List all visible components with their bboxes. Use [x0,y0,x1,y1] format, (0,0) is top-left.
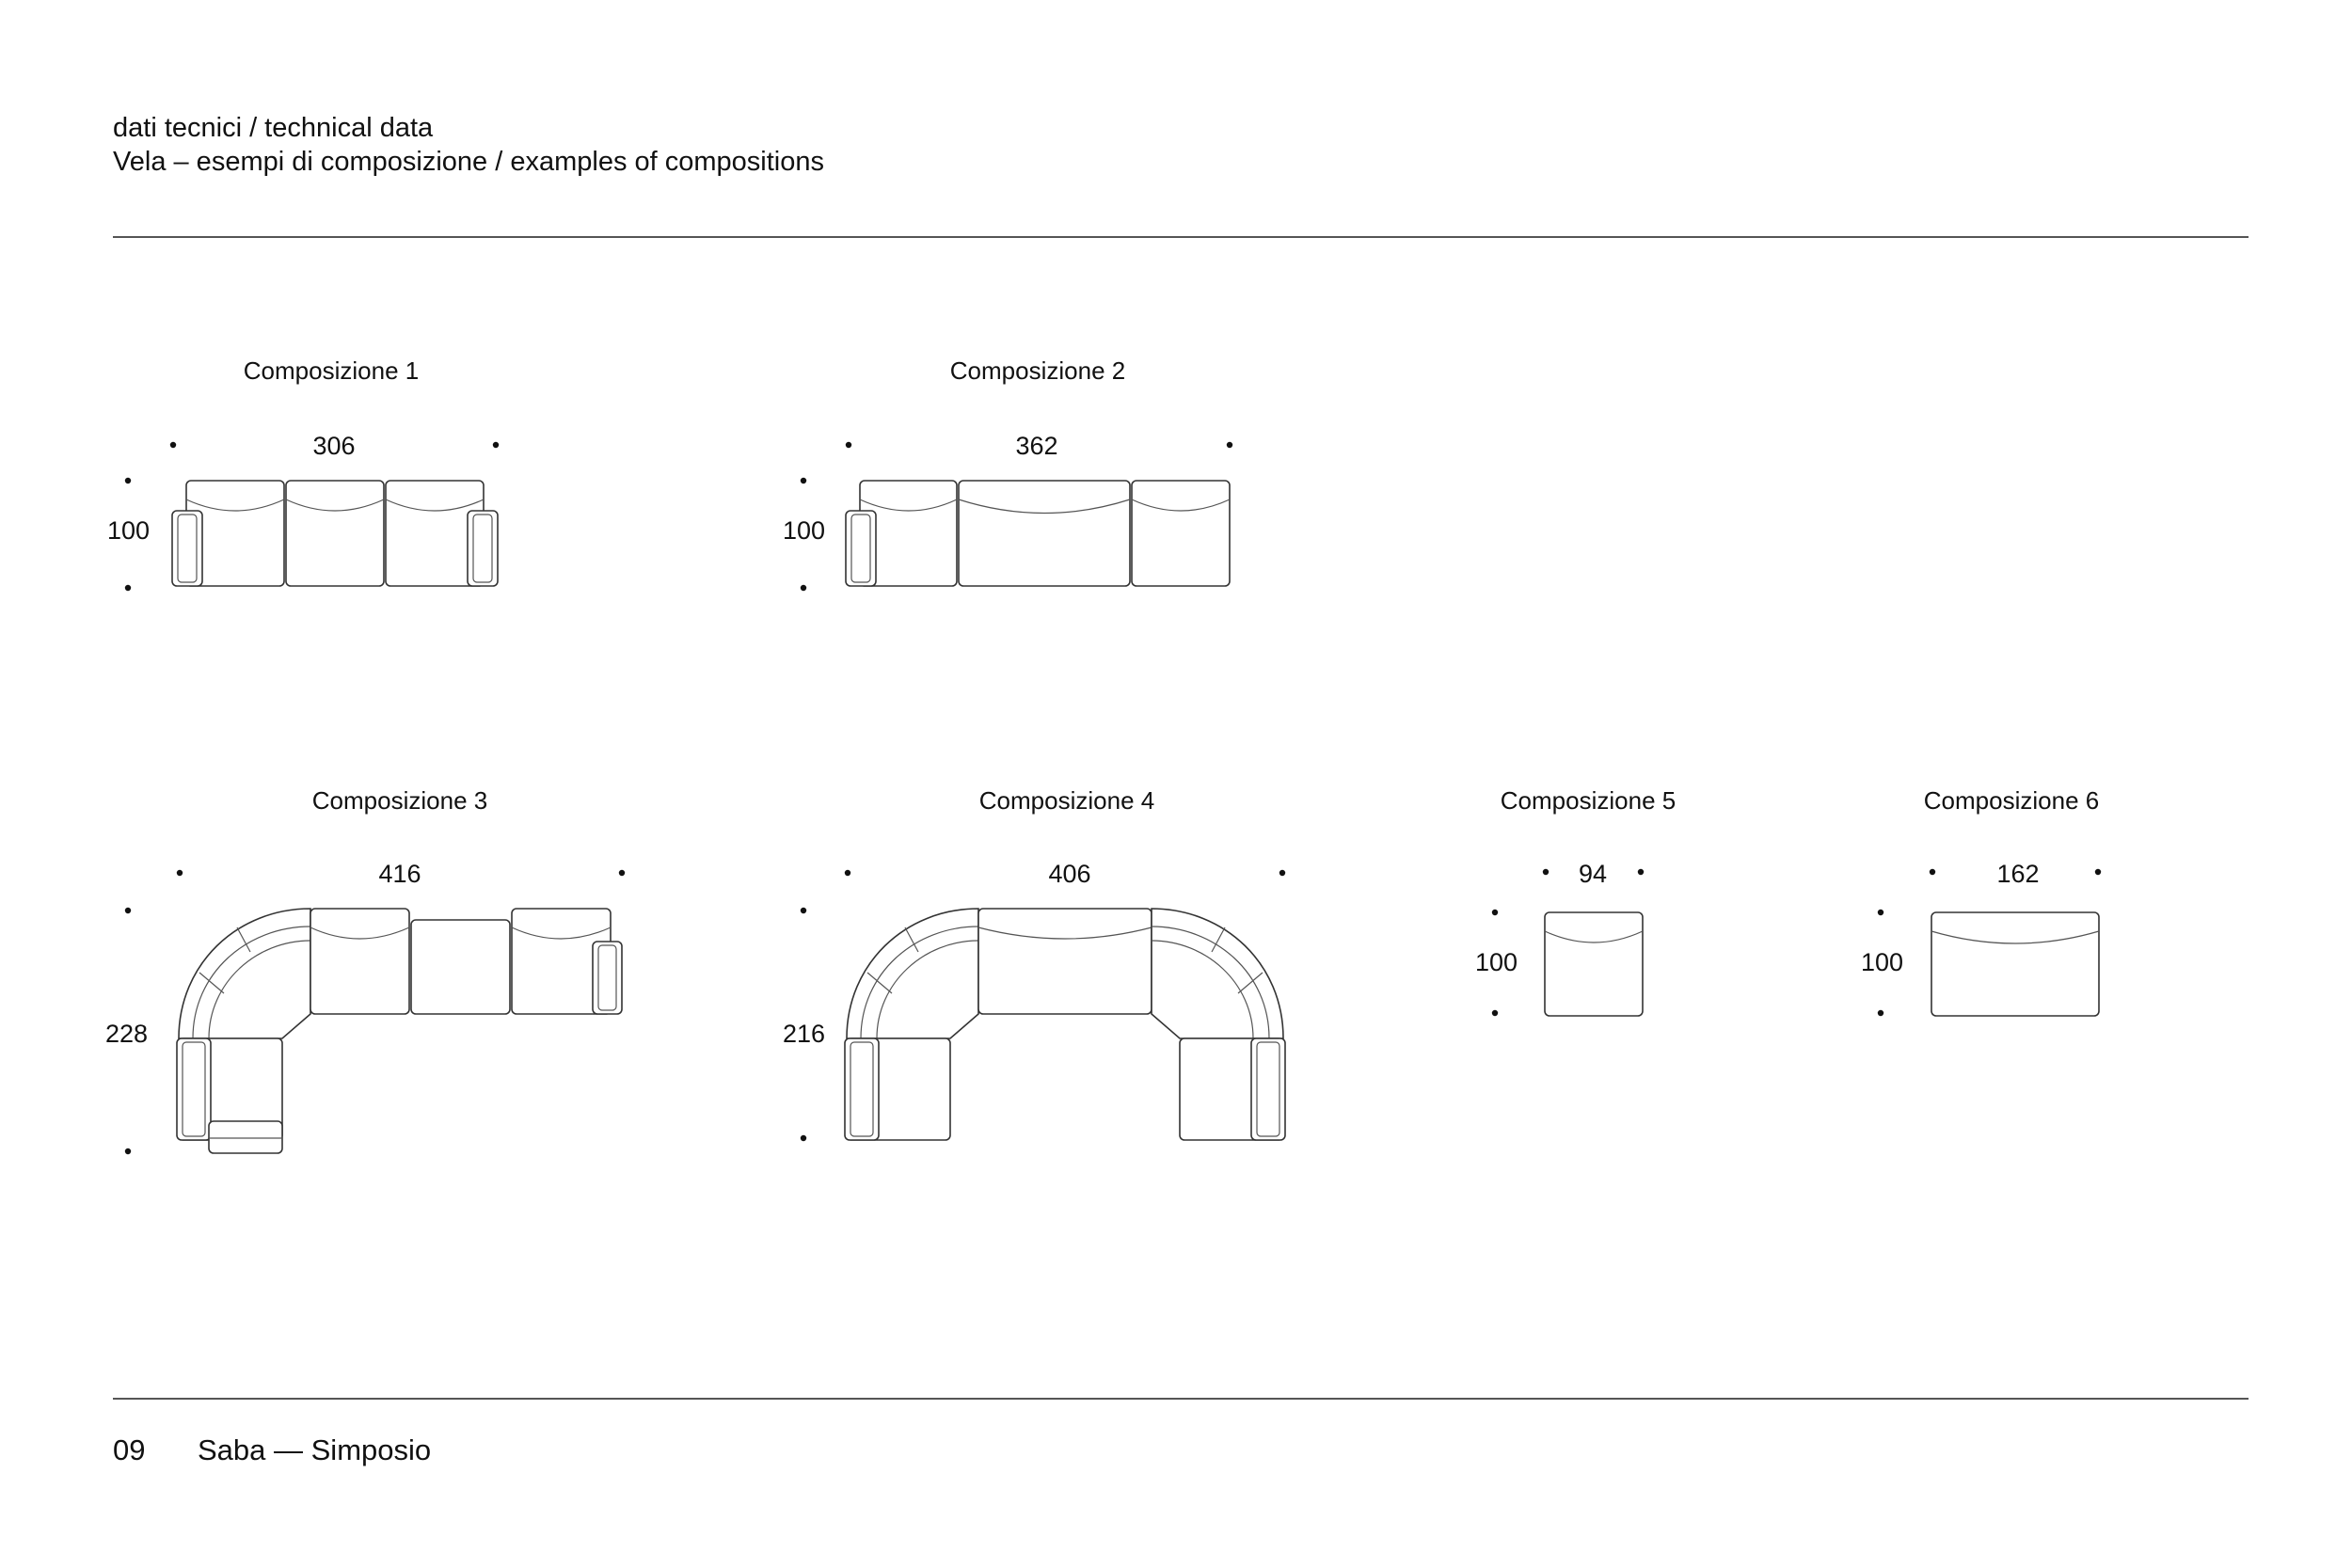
sofa-plan-2 [846,481,1230,586]
dimension-marker [619,870,625,876]
composition-5-width: 94 [1578,860,1608,888]
dimension-marker [845,870,850,876]
page-footer [113,1433,431,1467]
composition-5-depth: 100 [1475,948,1518,976]
composition-5-title: Composizione 5 [1500,786,1677,815]
sofa-plan-6 [1931,912,2099,1016]
sofa-plan-3 [177,909,622,1153]
brand-line: Saba — Simposio [198,1433,432,1466]
dimension-marker [493,442,499,448]
composition-1-width: 306 [312,432,356,460]
dimension-marker [1878,1010,1883,1016]
composition-5 [1475,786,1676,1016]
dimension-marker [1878,910,1883,915]
dimension-marker [1930,869,1935,875]
dimension-marker [801,908,806,913]
composition-6-depth: 100 [1861,948,1904,976]
composition-6-width: 162 [1996,860,2040,888]
dimension-marker [801,585,806,591]
composition-3-width: 416 [378,860,421,888]
dimension-marker [125,1148,131,1154]
dimension-marker [1492,910,1498,915]
composition-4-title: Composizione 4 [978,786,1155,815]
composition-3-title: Composizione 3 [311,786,488,815]
composition-2-depth: 100 [783,516,826,545]
dimension-marker [1279,870,1285,876]
bottom-divider [113,1398,2249,1400]
dimension-marker [125,585,131,591]
sofa-plan-4 [845,909,1285,1140]
composition-2-title: Composizione 2 [949,356,1126,385]
composition-1-depth: 100 [107,516,151,545]
composition-1 [107,356,499,591]
dimension-marker [170,442,176,448]
composition-1-title: Composizione 1 [243,356,420,385]
composition-2-width: 362 [1015,432,1058,460]
composition-6-title: Composizione 6 [1923,786,2100,815]
composition-6 [1861,786,2101,1016]
dimension-marker [125,478,131,483]
dimension-marker [125,908,131,913]
dimension-marker [801,1135,806,1141]
dimension-marker [1638,869,1644,875]
sofa-plan-5 [1545,912,1643,1016]
header-subtitle: dati tecnici / technical data [113,113,434,143]
page-number: 09 [113,1433,146,1466]
composition-4-width: 406 [1048,860,1091,888]
composition-2 [783,356,1232,591]
sofa-plan-1 [172,481,498,586]
dimension-marker [2095,869,2101,875]
composition-3 [105,786,625,1154]
composition-4 [783,786,1285,1141]
dimension-marker [1543,869,1549,875]
dimension-marker [1492,1010,1498,1016]
dimension-marker [801,478,806,483]
composition-3-depth: 228 [105,1020,149,1048]
dimension-marker [1227,442,1232,448]
dimension-marker [177,870,183,876]
composition-4-depth: 216 [783,1020,826,1048]
dimension-marker [846,442,851,448]
header-title: Vela – esempi di composizione / examples of compositions [113,147,824,177]
